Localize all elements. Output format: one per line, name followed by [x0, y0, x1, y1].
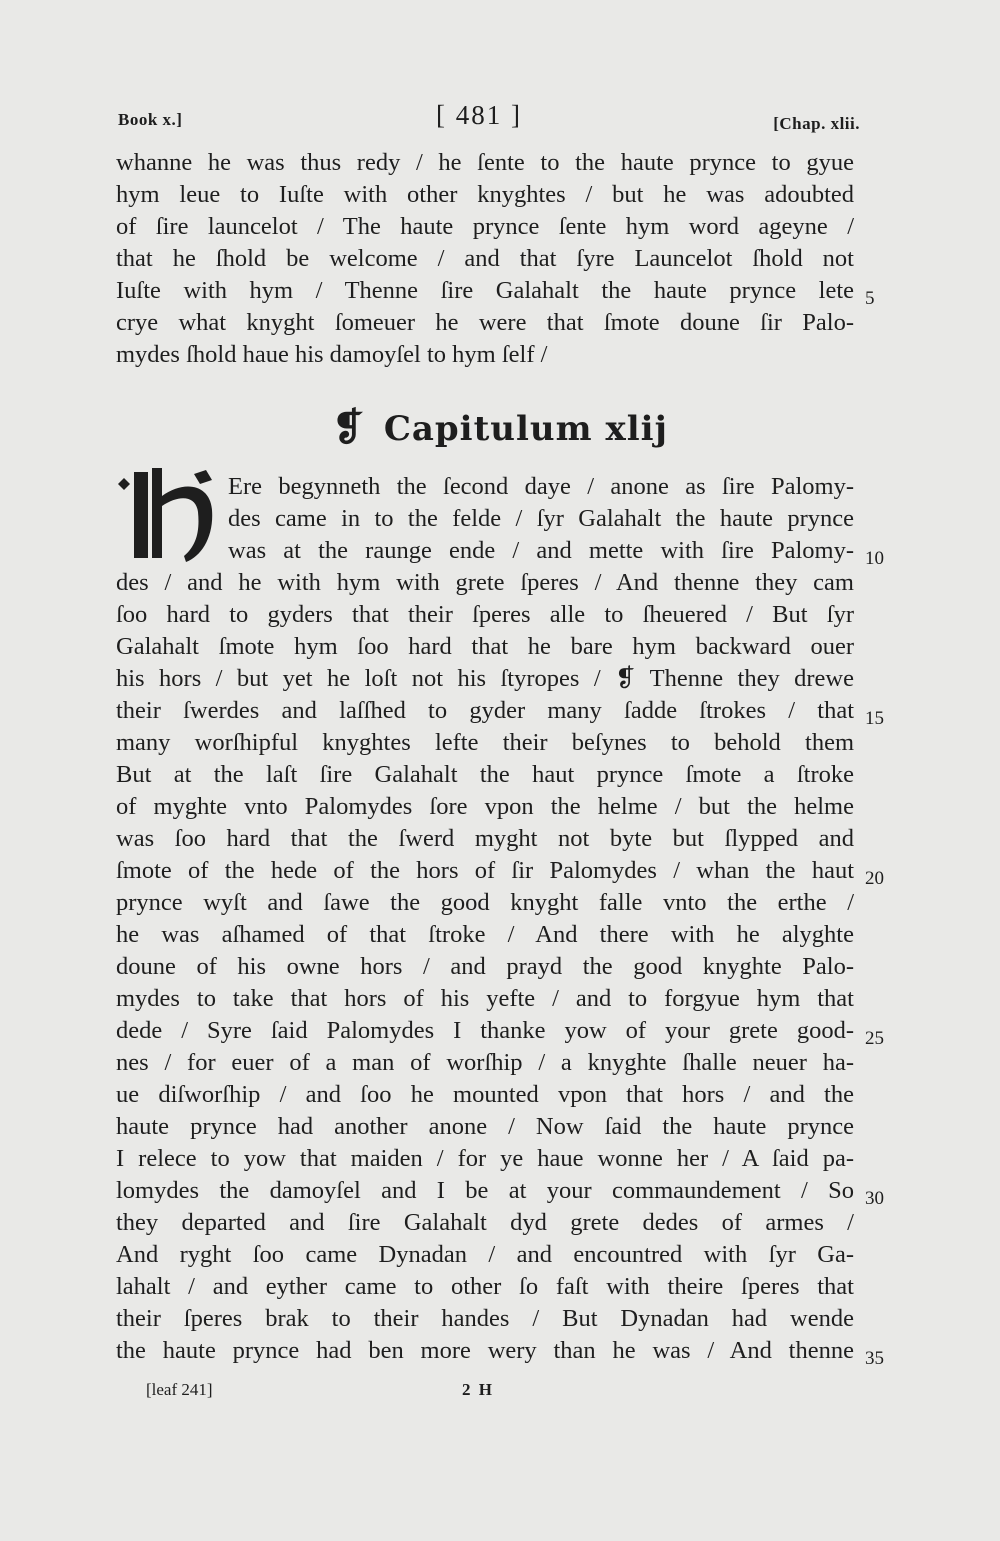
text-line: was ſoo hard that the ſwerd myght not byte but ſlypped and — [116, 825, 854, 852]
text-line: ue diſworſhip / and ſoo he mounted vpon that hors / and the — [116, 1081, 854, 1108]
text-line: haute prynce had another anone / Now ſaid the haute prynce — [116, 1113, 854, 1140]
dropcap-h-icon — [114, 466, 224, 562]
text-line: their ſperes brak to their handes / But Dynadan had wende — [116, 1305, 854, 1332]
text-line: their ſwerdes and laſſhed to gyder many ſadde ſtrokes / that — [116, 697, 854, 724]
text-line: many worſhipful knyghtes lefte their beſynes to behold them — [116, 729, 854, 756]
text-line: dede / Syre ſaid Palomydes I thanke yow of your grete good- — [116, 1017, 854, 1044]
chapter-heading — [0, 404, 1000, 449]
signature-mark: 2 H — [462, 1380, 494, 1399]
text-line: And ryght ſoo came Dynadan / and encountred with ſyr Ga- — [116, 1241, 854, 1268]
line-number: 10 — [865, 548, 884, 569]
text-line: whanne he was thus redy / he ſente to the haute prynce to gyue — [116, 149, 854, 176]
text-line: his hors / but yet he loſt not his ſtyropes / ❡ Thenne they drewe — [116, 665, 854, 692]
text-line: of ſire launcelot / The haute prynce ſente hym word ageyne / — [116, 213, 854, 240]
line-number: 25 — [865, 1028, 884, 1049]
text-line: ſoo hard to gyders that their ſperes alle to ſheuered / But ſyr — [116, 601, 854, 628]
text-line: crye what knyght ſomeuer he were that ſmote doune ſir Palo- — [116, 309, 854, 336]
chapter-title: Capitulum xlij — [383, 409, 668, 449]
line-number: 35 — [865, 1348, 884, 1369]
text-line: prynce wyſt and ſawe the good knyght falle vnto the erthe / — [116, 889, 854, 916]
text-line: Ere begynneth the ſecond daye / anone as ſire Palomy- — [228, 473, 854, 500]
text-line: nes / for euer of a man of worſhip / a knyghte ſhalle neuer ha- — [116, 1049, 854, 1076]
text-line: lomydes the damoyſel and I be at your commaundement / So — [116, 1177, 854, 1204]
text-line: lahalt / and eyther came to other ſo faſt with theire ſperes that — [116, 1273, 854, 1300]
text-line: But at the laſt ſire Galahalt the haut prynce ſmote a ſtroke — [116, 761, 854, 788]
line-number: 20 — [865, 868, 884, 889]
text-line: that he ſhold be welcome / and that ſyre Launcelot ſhold not — [116, 245, 854, 272]
line-number: 30 — [865, 1188, 884, 1209]
pilcrow-icon: ❡ — [332, 404, 365, 449]
line-number: 5 — [865, 288, 875, 309]
text-line: was at the raunge ende / and mette with ſire Palomy- — [228, 537, 854, 564]
text-line: Galahalt ſmote hym ſoo hard that he bare hym backward ouer — [116, 633, 854, 660]
text-line: ſmote of the hede of the hors of ſir Palomydes / whan the haut — [116, 857, 854, 884]
text-line: they departed and ſire Galahalt dyd grete dedes of armes / — [116, 1209, 854, 1236]
leaf-reference: [leaf 241] — [146, 1380, 213, 1399]
text-line: he was aſhamed of that ſtroke / And there with he alyghte — [116, 921, 854, 948]
text-line: mydes ſhold haue his damoyſel to hym ſelf / — [116, 341, 548, 368]
text-line: mydes to take that hors of his yefte / and to forgyue hym that — [116, 985, 854, 1012]
text-line: des / and he with hym with grete ſperes / And thenne they cam — [116, 569, 854, 596]
text-line: Iuſte with hym / Thenne ſire Galahalt the haute prynce lete — [116, 277, 854, 304]
running-head — [118, 100, 860, 140]
text-line: hym leue to Iuſte with other knyghtes / but he was adoubted — [116, 181, 854, 208]
book-number: Book x.] — [118, 110, 183, 129]
text-line: I relece to yow that maiden / for ye haue wonne her / A ſaid pa- — [116, 1145, 854, 1172]
dropcap-initial — [114, 466, 224, 562]
page-number: [ 481 ] — [436, 100, 522, 130]
text-line: des came in to the felde / ſyr Galahalt the haute prynce — [228, 505, 854, 532]
chapter-number: [Chap. xlii. — [773, 114, 860, 133]
text-line: the haute prynce had ben more wery than he was / And thenne — [116, 1337, 854, 1364]
line-number: 15 — [865, 708, 884, 729]
text-line: of myghte vnto Palomydes ſore vpon the helme / but the helme — [116, 793, 854, 820]
text-line: doune of his owne hors / and prayd the good knyghte Palo- — [116, 953, 854, 980]
